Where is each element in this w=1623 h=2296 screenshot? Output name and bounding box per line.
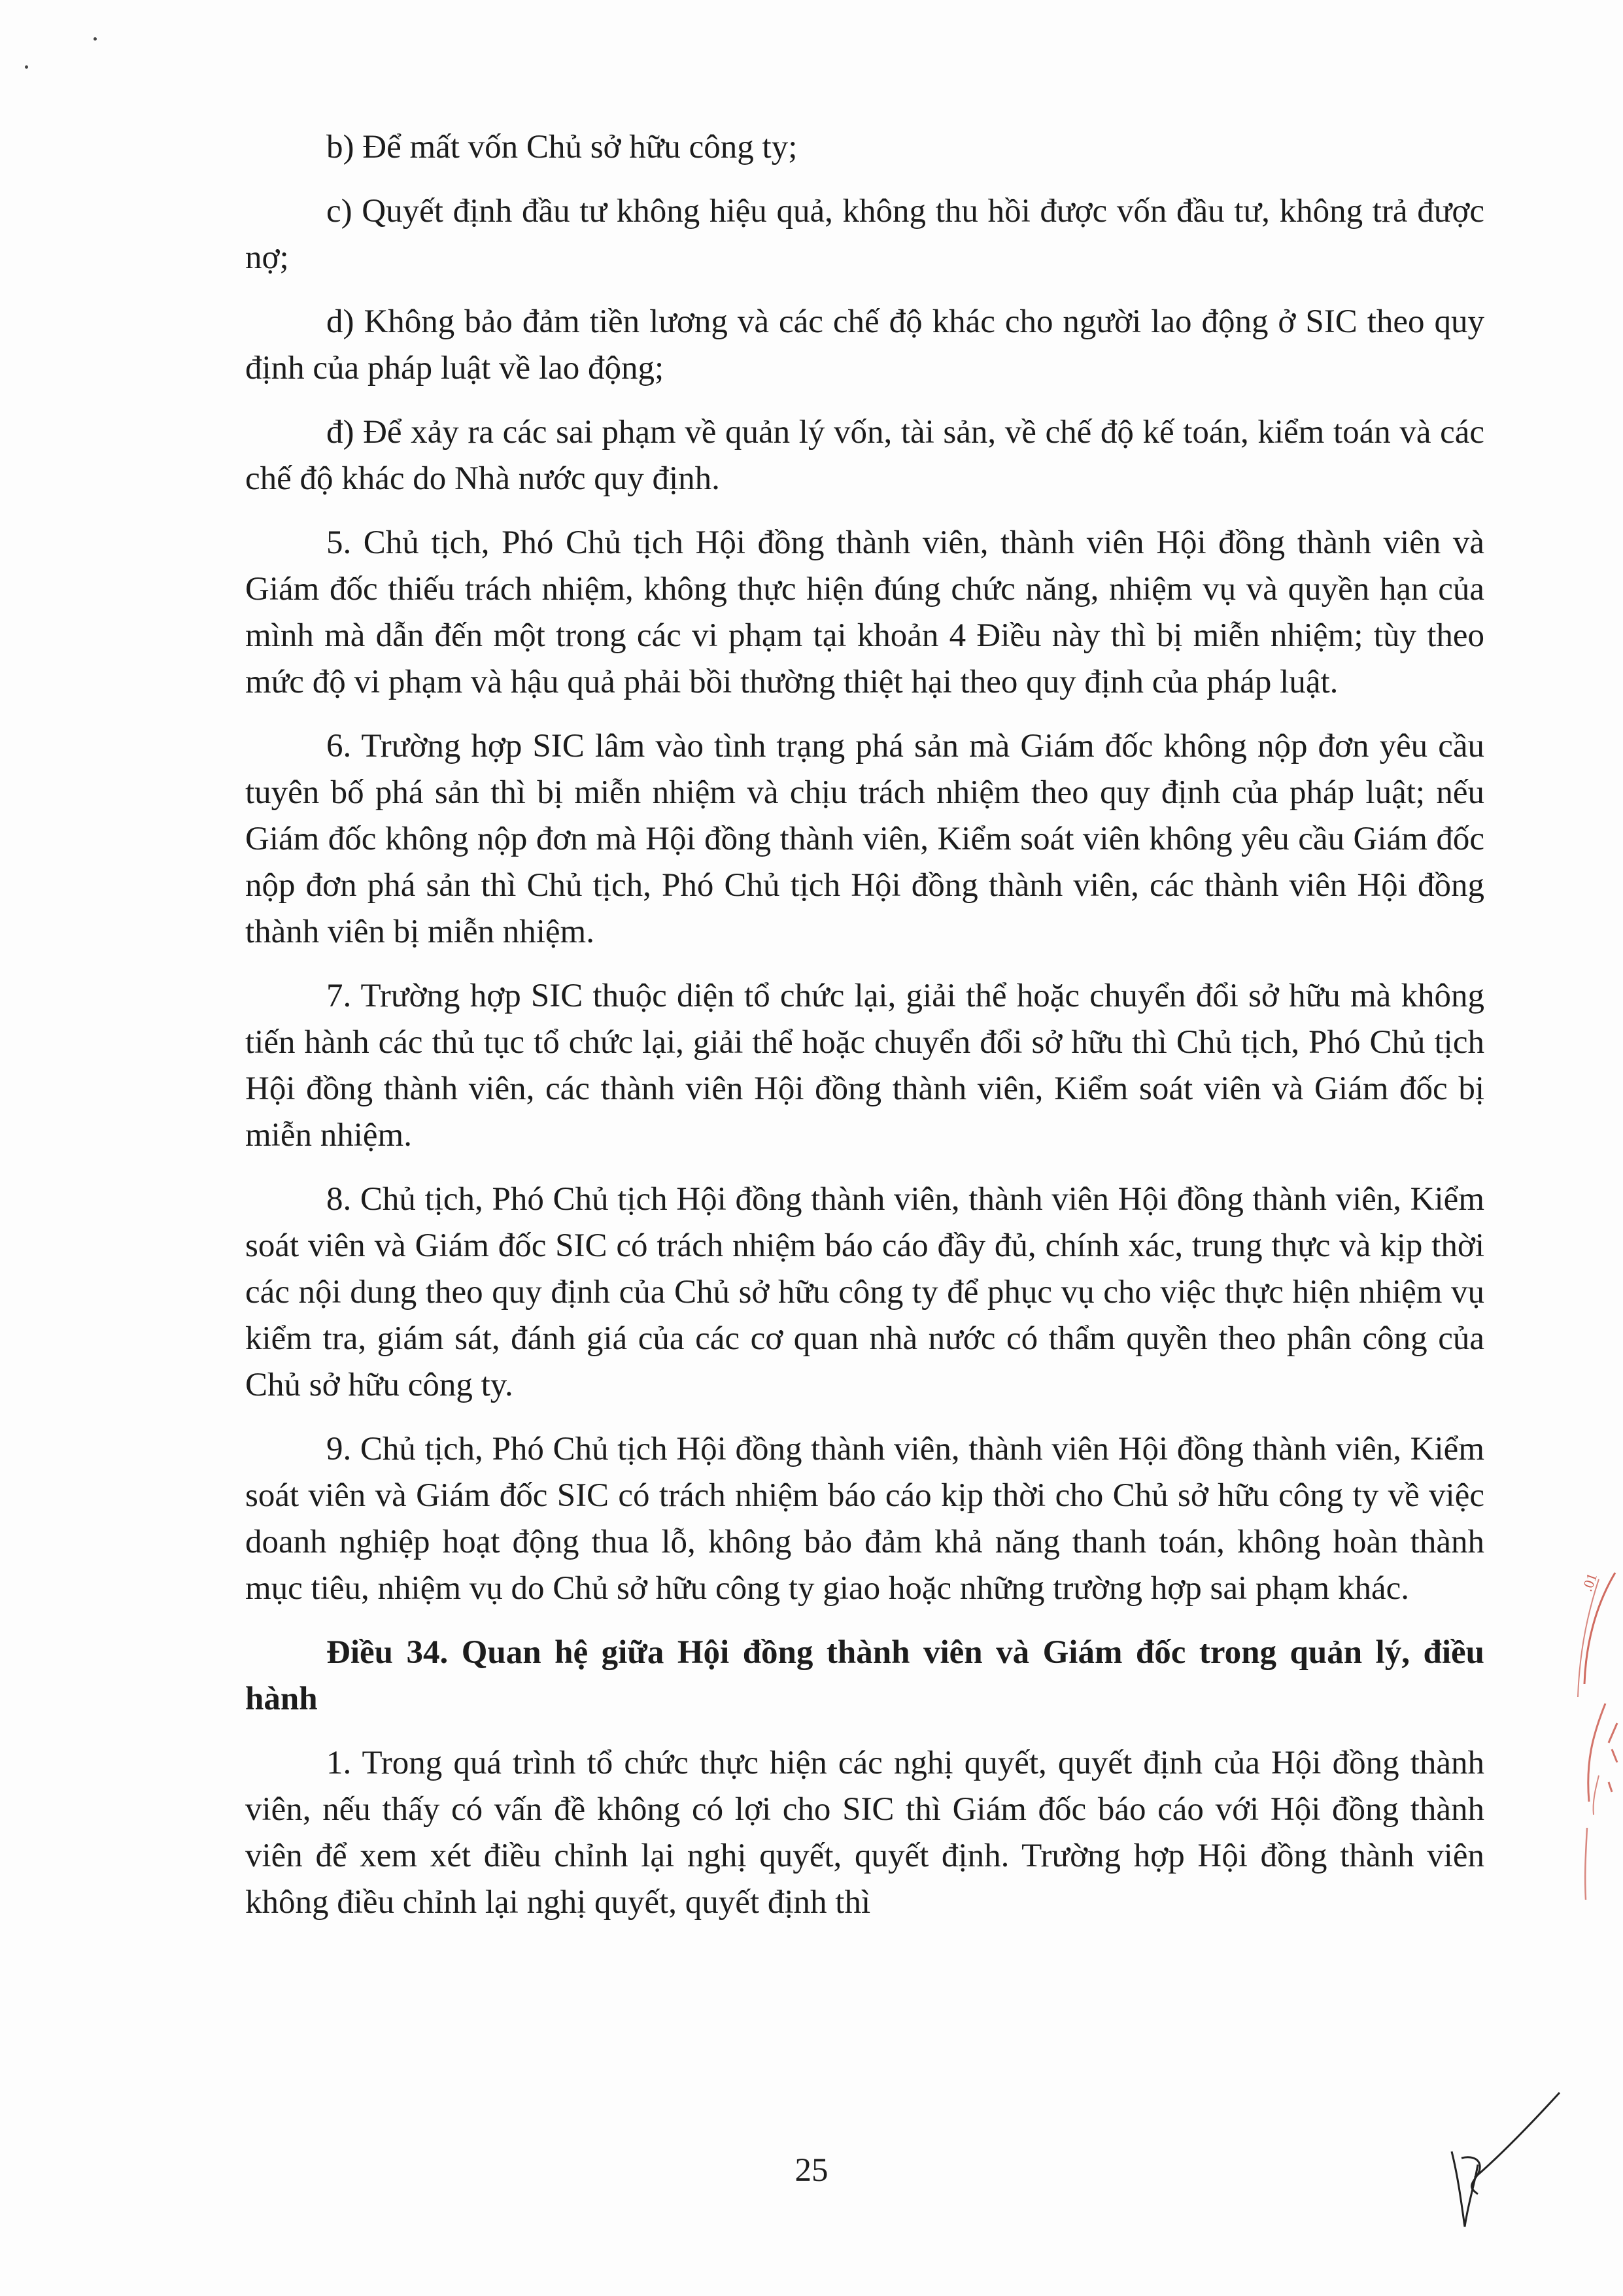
paragraph-5: 5. Chủ tịch, Phó Chủ tịch Hội đồng thành viên, thành viên Hội đồng thành viên và Giám đốc thiếu trách nhiệm, không thực hiện đúng chức năng, nhiệm vụ và quyền hạn của mình mà dẫn đến một trong các vi phạm tại khoản 4 Điều này thì bị miễn nhiệm; tùy theo mức độ vi phạm và hậu quả phải bồi thường thiệt hại theo quy định của pháp luật. <box>245 524 1484 700</box>
scan-speck <box>25 65 28 69</box>
paragraph-c: c) Quyết định đầu tư không hiệu quả, không thu hồi được vốn đầu tư, không trả được nợ; <box>245 193 1484 276</box>
paragraph-dd: đ) Để xảy ra các sai phạm về quản lý vốn, tài sản, về chế độ kế toán, kiểm toán và các chế độ khác do Nhà nước quy định. <box>245 414 1484 497</box>
paragraph-d: d) Không bảo đảm tiền lương và các chế độ khác cho người lao động ở SIC theo quy định của pháp luật về lao động; <box>245 303 1484 386</box>
paragraph-article-34-1: 1. Trong quá trình tổ chức thực hiện các nghị quyết, quyết định của Hội đồng thành viên, nếu thấy có vấn đề không có lợi cho SIC thì Giám đốc báo cáo với Hội đồng thành viên để xem xét điều chỉnh lại nghị quyết, quyết định. Trường hợp Hội đồng thành viên không điều chỉnh lại nghị quyết, quyết định thì <box>245 1745 1484 1921</box>
paragraph-8: 8. Chủ tịch, Phó Chủ tịch Hội đồng thành viên, thành viên Hội đồng thành viên, Kiểm soát viên và Giám đốc SIC có trách nhiệm báo cáo đầy đủ, chính xác, trung thực và kịp thời các nội dung theo quy định của Chủ sở hữu công ty để phục vụ cho việc thực hiện nhiệm vụ kiểm tra, giám sát, đánh giá của các cơ quan nhà nước có thẩm quyền theo phân công của Chủ sở hữu công ty. <box>245 1181 1484 1403</box>
red-seal-fragment-icon <box>1560 1566 1618 1906</box>
article-34-heading: Điều 34. Quan hệ giữa Hội đồng thành viên và Giám đốc trong quản lý, điều hành <box>245 1634 1484 1717</box>
scan-speck <box>94 37 97 41</box>
svg-text:.01: .01 <box>1579 1571 1601 1594</box>
handwritten-initials-icon <box>1439 2086 1563 2230</box>
paragraph-7: 7. Trường hợp SIC thuộc diện tổ chức lại, giải thể hoặc chuyển đổi sở hữu mà không tiến hành các thủ tục tổ chức lại, giải thể hoặc chuyển đổi sở hữu thì Chủ tịch, Phó Chủ tịch Hội đồng thành viên, các thành viên Hội đồng thành viên, Kiểm soát viên và Giám đốc bị miễn nhiệm. <box>245 978 1484 1154</box>
paragraph-b: b) Để mất vốn Chủ sở hữu công ty; <box>326 129 798 165</box>
page-number: 25 <box>794 2152 829 2189</box>
document-body <box>245 124 1484 1944</box>
paragraph-9: 9. Chủ tịch, Phó Chủ tịch Hội đồng thành viên, thành viên Hội đồng thành viên, Kiểm soát viên và Giám đốc SIC có trách nhiệm báo cáo kịp thời cho Chủ sở hữu công ty về việc doanh nghiệp hoạt động thua lỗ, không bảo đảm khả năng thanh toán, không hoàn thành mục tiêu, nhiệm vụ do Chủ sở hữu công ty giao hoặc những trường hợp sai phạm khác. <box>245 1431 1484 1607</box>
paragraph-6: 6. Trường hợp SIC lâm vào tình trạng phá sản mà Giám đốc không nộp đơn yêu cầu tuyên bố phá sản thì bị miễn nhiệm và chịu trách nhiệm theo quy định của pháp luật; nếu Giám đốc không nộp đơn mà Hội đồng thành viên, Kiểm soát viên không yêu cầu Giám đốc nộp đơn phá sản thì Chủ tịch, Phó Chủ tịch Hội đồng thành viên, các thành viên Hội đồng thành viên bị miễn nhiệm. <box>245 728 1484 950</box>
